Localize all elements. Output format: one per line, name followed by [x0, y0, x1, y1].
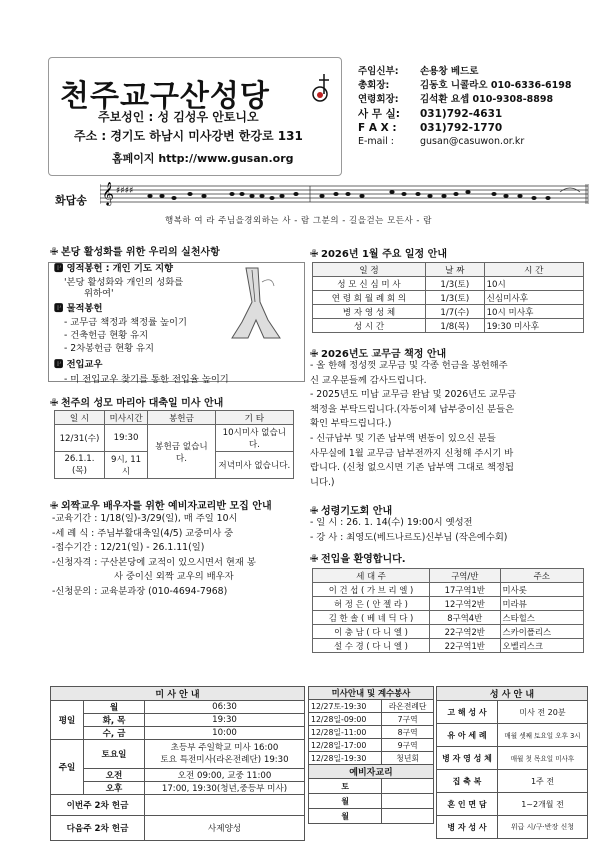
homepage-link[interactable]: 홈페이지 http://www.gusan.org — [112, 152, 294, 165]
table-row: 12/31(수) 19:30 봉헌금 없습니다. 10시미사 없습니다. — [55, 425, 294, 452]
table-row: 병 자 성 사 위급 시/구·반장 신청 — [437, 816, 588, 839]
prayer-body: - 일 시 : 26. 1. 14(수) 19:00시 옛성전 - 강 사 : 최영도(베드나르도)신부님 (작은예수회) — [310, 517, 508, 543]
schedule-heading: ✙ 2026년 1월 주요 일정 안내 — [310, 249, 447, 260]
table-row: 26.1.1.(목) 9시, 11시 저녁미사 없습니다. — [55, 452, 294, 479]
table-row: 설 수 경 ( 다 니 엘 ) 22구역1반 오벨리스크 — [313, 639, 584, 653]
label-icon: 🅿 — [54, 263, 64, 274]
practice-heading: ✙ 본당 활성화를 위한 우리의 실천사항 — [50, 247, 220, 258]
table-row: 병 자 영 성 체 매월 첫 목요일 미사후 — [437, 747, 588, 770]
table-row: 다음주 2차 헌금 사제양성 — [51, 816, 305, 841]
tithe-body: - 올 한해 정성껏 교무금 및 각종 헌금을 봉헌해주 신 교우분들께 감사드립니다. - 2025년도 미납 교무금 완납 및 2026년도 교무금 책정을 부탁드립니다.(자동이체 납부중이신 분들은 확인 부탁드립니다.) - 신규납부 및 기존 납부액 변동이 있으신 분들 사무실에 1월 교무금 납부전까지 신청해 주시기 바 랍니다. (신청 없으시면 기존 납부액 그대로 책정됩 니다.) — [310, 360, 517, 488]
svg-text:♯♯♯♯: ♯♯♯♯ — [116, 186, 134, 196]
prayer-heading: ✙ 성령기도회 안내 — [310, 506, 393, 517]
music-staff-icon — [100, 182, 590, 214]
table-row: 병 자 영 성 체 1/7(수) 10시 미사후 — [313, 305, 584, 319]
parish-logo-icon — [306, 72, 336, 106]
table-row: 12/28일-19:30 청년회 — [309, 752, 434, 765]
church-icon: ✙ — [310, 554, 319, 565]
sacrament-table: 성 사 안 내 고 해 성 사 미사 전 20분 유 아 세 례 매월 셋째 토요일 오후 3시 병 자 영 성 체 매월 첫 목요일 미사후 집 축 복 1주 전 혼 인 면 담 1~2개월 전 병 자 성 사 위급 시/구·반장 신청 — [436, 686, 588, 839]
table-row: 12/28일-17:00 9구역 — [309, 739, 434, 752]
table-row: 평일 월 06:30 — [51, 701, 305, 714]
church-icon: ✙ — [310, 249, 319, 260]
parish-title: 천주교구산성당 — [60, 79, 270, 114]
practice-item-material: 🅿 물적봉헌 - 교무금 책정과 책정률 높이기 - 건축헌금 현황 유지 - 2차봉헌금 현황 유지 — [54, 302, 187, 355]
label-icon: 🅿 — [54, 359, 64, 371]
mary-mass-table: 일 시 미사시간 봉헌금 기 타 12/31(수) 19:30 봉헌금 없습니다. 10시미사 없습니다. 26.1.1.(목) 9시, 11시 저녁미사 없습니다. — [54, 410, 294, 479]
table-row: 12/28일-11:00 8구역 — [309, 726, 434, 739]
welcome-table: 세 대 주 구역/반 주소 이 건 섭 ( 가 브 리 엘 ) 17구역1반 미사롯 허 정 은 ( 안 젤 라 ) 12구역2반 미라뷰 김 한 솔 ( 베 네 딕 다 ) 8구역4반 스타힐스 이 충 남 ( 다 니 엘 ) 22구역2반 스카이폴리스 설 수 경 ( 다 니 엘 ) 22구역1반 오벨리스크 — [312, 568, 584, 653]
mass-table: 미 사 안 내 평일 월 06:30 화, 목 19:30 수, 금 10:00 주일 토요일 초등부 주일학교 미사 16:00 토요 특전미사(라온전례단) 19:30 오전 오전 09:00, 교중 11:00 오후 17:00, 19:30(청년,중등부 미사) 이번주 2차 헌금 다음주 2차 헌금 사제양성 — [50, 686, 305, 841]
table-row: 허 정 은 ( 안 젤 라 ) 12구역2반 미라뷰 — [313, 597, 584, 611]
table-row: 토 — [309, 779, 434, 794]
table-row: 12/28일-09:00 7구역 — [309, 713, 434, 726]
patron-saint: 주보성인 : 성 김성우 안토니오 — [98, 110, 259, 124]
mary-mass-heading: ✙ 천주의 성모 마리아 대축일 미사 안내 — [50, 398, 224, 409]
contact-office: 사 무 실: 031)792-4631 — [358, 108, 503, 120]
table-row: 12/27토-19:30 라온전례단 — [309, 700, 434, 713]
psalm-lyrics: 행복하 여 라 주님을경외하는 사 - 람 그분의 - 길을걷는 모든사 - 람 — [165, 216, 432, 226]
schedule-table: 일 정 날 짜 시 간 성 모 신 심 미 사 1/3(토) 10시 연 령 회 월 례 회 의 1/3(토) 신심미사후 병 자 영 성 체 1/7(수) 10시 미사후 성 시 간 1/8(목) 19:30 미사후 — [312, 262, 584, 333]
church-icon: ✙ — [310, 506, 319, 517]
parish-address: 주소 : 경기도 하남시 미사강변 한강로 131 — [74, 129, 303, 143]
table-row: 성 모 신 심 미 사 1/3(토) 10시 — [313, 277, 584, 291]
duty-table: 미사안내 및 계수봉사 12/27토-19:30 라온전례단 12/28일-09:00 7구역 12/28일-11:00 8구역 12/28일-17:00 9구역 12/28일-19:30 청년회 예비자교리 토 월 월 — [308, 686, 434, 824]
table-row: 이번주 2차 헌금 — [51, 795, 305, 816]
table-row: 오후 17:00, 19:30(청년,중등부 미사) — [51, 782, 305, 795]
table-row: 연 령 회 월 례 회 의 1/3(토) 신심미사후 — [313, 291, 584, 305]
practice-item-transfer: 🅿 전입교우 - 미 전입교우 찾기를 통한 전입율 높이기 — [54, 359, 229, 385]
church-icon: ✙ — [310, 349, 319, 360]
church-icon: ✙ — [50, 398, 59, 409]
table-row: 김 한 솔 ( 베 네 딕 다 ) 8구역4반 스타힐스 — [313, 611, 584, 625]
foreign-class-heading: ✙ 외짝교우 배우자를 위한 예비자교리반 모집 안내 — [50, 501, 272, 512]
table-row: 월 — [309, 809, 434, 824]
table-row: 월 — [309, 794, 434, 809]
table-row: 성 시 간 1/8(목) 19:30 미사후 — [313, 319, 584, 333]
foreign-class-body: -교육기간 : 1/18(일)-3/29(일), 매 주일 10시 -세 례 식 : 주님부활대축일(4/5) 교중미사 중 -접수기간 : 12/21(일) - 26.1.11(일) -신청자격 : 구산본당에 교적이 있으시면서 현재 봉 사 중이신 외짝 교우의 배우자 -신청문의 : 교육분과장 (010-4694-7968) — [52, 513, 256, 597]
table-row: 화, 목 19:30 — [51, 714, 305, 727]
contact-fax: F A X : 031)792-1770 — [358, 122, 503, 134]
tithe-heading: ✙ 2026년도 교무금 책정 안내 — [310, 349, 447, 360]
church-icon: ✙ — [50, 247, 59, 258]
table-row: 혼 인 면 담 1~2개월 전 — [437, 793, 588, 816]
table-row: 주일 토요일 초등부 주일학교 미사 16:00 토요 특전미사(라온전례단) 19:30 — [51, 740, 305, 769]
church-icon: ✙ — [50, 501, 59, 512]
contact-email: E-mail : gusan@casuwon.or.kr — [358, 136, 525, 147]
praying-hands-icon — [222, 262, 282, 342]
table-row: 이 건 섭 ( 가 브 리 엘 ) 17구역1반 미사롯 — [313, 583, 584, 597]
table-row: 수, 금 10:00 — [51, 727, 305, 740]
svg-text:𝄞: 𝄞 — [102, 182, 114, 205]
psalm-label: 화답송 — [55, 194, 87, 207]
table-row: 오전 오전 09:00, 교중 11:00 — [51, 769, 305, 782]
practice-item-spiritual: 🅿 영적봉헌 : 개인 기도 지향 '본당 활성화와 개인의 성화를 위하여' — [54, 263, 184, 299]
contact-funeral: 연령회장: 김석환 요셉 010-9308-8898 — [358, 94, 554, 105]
label-icon: 🅿 — [54, 302, 64, 314]
table-row: 고 해 성 사 미사 전 20분 — [437, 701, 588, 724]
table-row: 유 아 세 례 매월 셋째 토요일 오후 3시 — [437, 724, 588, 747]
contact-priest: 주임신부: 손용창 베드로 — [358, 66, 479, 77]
table-row: 이 충 남 ( 다 니 엘 ) 22구역2반 스카이폴리스 — [313, 625, 584, 639]
welcome-heading: ✙ 전입을 환영합니다. — [310, 554, 406, 565]
contact-list — [358, 65, 588, 149]
table-row: 집 축 복 1주 전 — [437, 770, 588, 793]
contact-president: 총회장: 김동호 니콜라오 010-6336-6198 — [358, 80, 572, 91]
